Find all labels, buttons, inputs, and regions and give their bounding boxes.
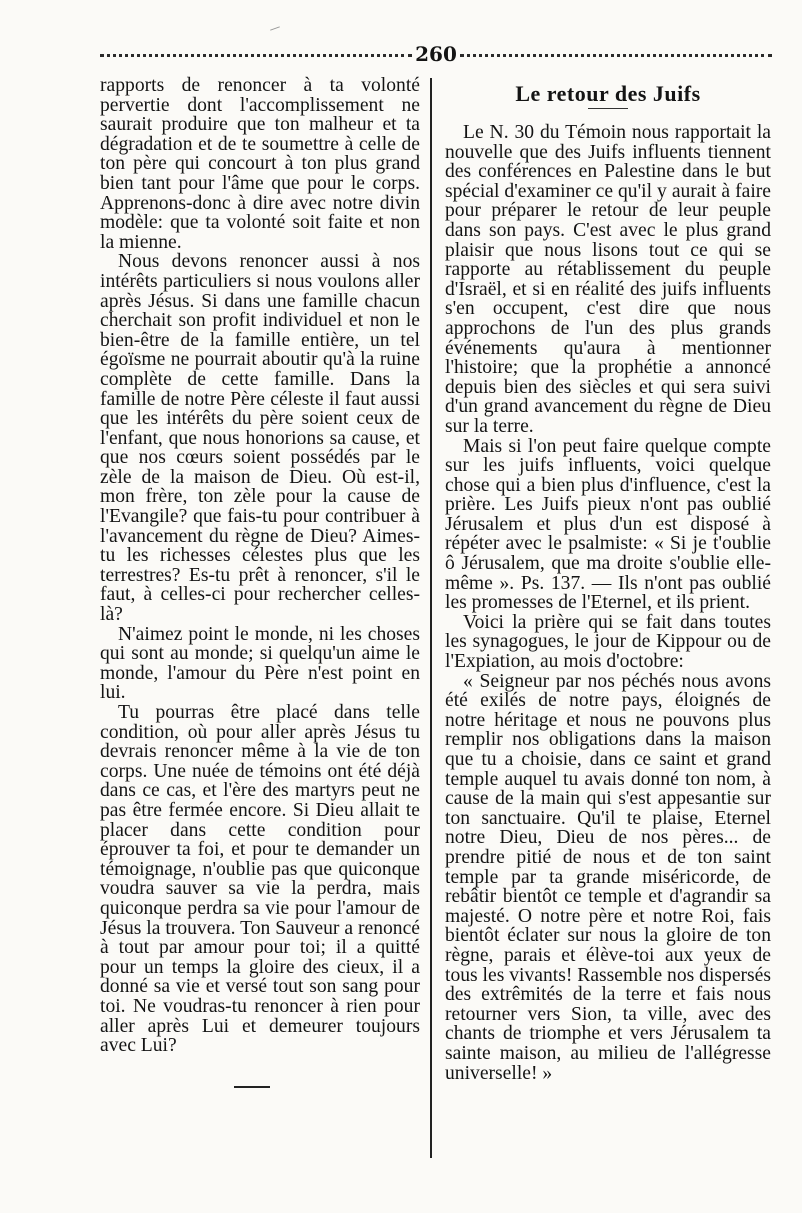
right-paragraph-4: « Seigneur par nos péchés nous avons été exilés de notre pays, éloignés de notre héritage et nous ne pouvons plus remplir nos obligations dans la maison que tu a choisie, dans ce saint et grand temple auquel tu avais donné ton nom, à cause de la main qui s'est appesantie sur ton sanctuaire. Qu'il te plaise, Eternel notre Dieu, Dieu de nos pères... de prendre pitié de nous et de ton saint temple par ta grande miséricorde, de rebâtir bientôt ce temple et d'agrandir sa majesté. O notre père et notre Roi, fais bientôt éclater sur nous la gloire de ton règne, parais et élève-toi aux yeux de tous les vivants! Rassemble nos dispersés des extrêmités de la terre et fais nous retourner vers Sion, ta ville, avec des chants de triomphe et vers Jérusalem ta sainte maison, au milieu de l'allégresse universelle! » — [445, 670, 771, 1084]
stray-mark — [270, 26, 280, 30]
page-header — [100, 40, 772, 70]
header-rule-left — [100, 54, 412, 57]
header-rule-right — [460, 54, 772, 57]
right-column — [445, 76, 771, 1083]
left-paragraph-1: rapports de renoncer à ta volonté pervertie dont l'accomplissement ne saurait produire que ton malheur et ta dégradation et de te soumettre à celle de ton père qui concourt à ton plus grand bien tant pour l'âme que pour le corps. Apprenons-donc à dire avec notre divin modèle: que ta volonté soit faite et non la mienne. — [100, 75, 420, 253]
left-column — [100, 76, 420, 1088]
right-paragraph-3: Voici la prière qui se fait dans toutes les synagogues, le jour de Kippour ou de l'Expiation, au mois d'octobre: — [445, 611, 771, 673]
title-rule — [588, 108, 628, 109]
right-paragraph-1: Le N. 30 du Témoin nous rapportait la nouvelle que des Juifs influents tiennent des conférences en Palestine dans le but spécial d'examiner ce qu'il y aurait à faire pour préparer le retour de leur peuple dans son pays. C'est avec le plus grand plaisir que nous lisons tout ce qui se rapporte au rétablissement du peuple d'Israël, et si en réalité des juifs influents s'en occupent, c'est dire que nous approchons de l'un des plus grands événements qu'aura à mentionner l'histoire; que la prophétie a annoncé depuis bien des siècles et qui sera suivi d'un grand avancement du règne de Dieu sur la terre. — [445, 122, 771, 437]
column-divider — [430, 78, 432, 1158]
left-paragraph-4: Tu pourras être placé dans telle condition, où pour aller après Jésus tu devrais renoncer même à la vie de ton corps. Une nuée de témoins ont été déjà dans ce cas, et l'ère des martyrs peut ne pas être fermée encore. Si Dieu allait te placer dans cette condition pour éprouver ta foi, et pour te demander un témoignage, n'oublie pas que quiconque voudra sauver sa vie la perdra, mais quiconque perdra sa vie pour l'amour de Jésus la trouvera. Ton Sauveur a renoncé à tout par amour pour toi; il a quitté pour un temps la gloire des cieux, il a donné sa vie et versé tout son sang pour toi. Ne voudras-tu renoncer à rien pour aller après Lui et demeurer toujours avec Lui? — [100, 702, 420, 1057]
left-paragraph-2: Nous devons renoncer aussi à nos intérêts particuliers si nous voulons aller après Jésus. Si dans une famille chacun cherchait son profit individuel et non le bien-être de la famille entière, un tel égoïsme ne pourrait aboutir qu'à la ruine complète de cette famille. Dans la famille de notre Père céleste il faut aussi que les intérêts du père soient ceux de l'enfant, que nous honorions sa cause, et que nos cœurs soient possédés par le zèle de la maison de Dieu. Où est-il, mon frère, ton zèle pour la cause de l'Evangile? que fais-tu pour contribuer à l'avancement du règne de Dieu? Aimes-tu les richesses célestes plus que les terrestres? Es-tu prêt à renoncer, s'il le faut, à celles-ci pour rechercher celles-là? — [100, 251, 420, 626]
section-end-rule — [234, 1086, 270, 1088]
right-paragraph-2: Mais si l'on peut faire quelque compte sur les juifs influents, voici quelque chose qui a bien plus d'influence, c'est la prière. Les Juifs pieux n'ont pas oublié Jérusalem et plus d'un est disposé à répéter avec le psalmiste: « Si je t'oublie ô Jérusalem, que ma droite s'oublie elle-même ». Ps. 137. — Ils n'ont pas oublié les promesses de l'Eternel, et ils prient. — [445, 435, 771, 614]
page-number: 260 — [415, 42, 457, 66]
left-paragraph-3: N'aimez point le monde, ni les choses qui sont au monde; si quelqu'un aime le monde, l'amour du Père n'est point en lui. — [100, 623, 420, 704]
article-title: Le retour des Juifs — [515, 81, 701, 106]
